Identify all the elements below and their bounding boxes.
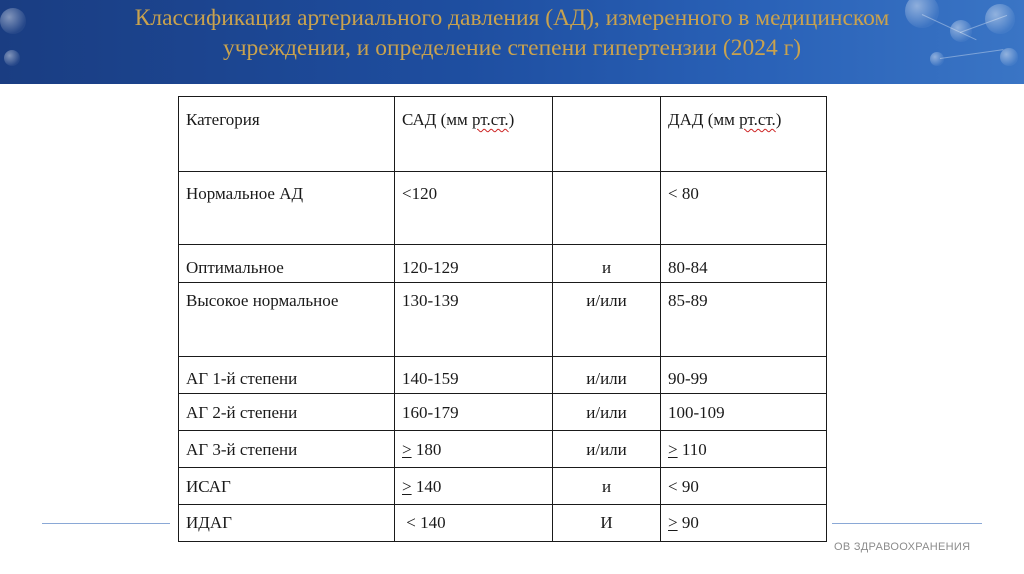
title-line-1: Классификация артериального давления (АД), измеренного в медицинском xyxy=(134,5,890,31)
row-joiner: и/или xyxy=(553,283,661,357)
row-joiner: и/или xyxy=(553,357,661,394)
row-dbp: 80-84 xyxy=(661,245,827,283)
row-sbp: <120 xyxy=(395,172,553,245)
table-row xyxy=(179,431,827,468)
table-header-row xyxy=(179,97,827,172)
row-joiner: И xyxy=(553,505,661,542)
greater-equal-sign: > xyxy=(668,513,678,532)
row-dbp: > 90 xyxy=(661,505,827,542)
header-category: Категория xyxy=(179,97,395,172)
row-sbp: 120-129 xyxy=(395,245,553,283)
table-row xyxy=(179,172,827,245)
bp-classification-table xyxy=(178,96,827,542)
row-category: ИСАГ xyxy=(179,468,395,505)
greater-equal-sign: > xyxy=(668,440,678,459)
decorative-bubble xyxy=(1000,48,1018,66)
footer-divider-right xyxy=(832,523,982,524)
slide-header xyxy=(0,0,1024,84)
table-row xyxy=(179,283,827,357)
row-joiner: и/или xyxy=(553,394,661,431)
row-category: ИДАГ xyxy=(179,505,395,542)
slide-title xyxy=(40,3,984,63)
row-joiner: и/или xyxy=(553,431,661,468)
row-sbp: > 140 xyxy=(395,468,553,505)
row-sbp: 140-159 xyxy=(395,357,553,394)
row-joiner xyxy=(553,172,661,245)
header-joiner xyxy=(553,97,661,172)
row-category: АГ 1-й степени xyxy=(179,357,395,394)
table-row xyxy=(179,357,827,394)
header-dbp: ДАД (мм рт.ст.) xyxy=(661,97,827,172)
row-category: Нормальное АД xyxy=(179,172,395,245)
greater-equal-sign: > xyxy=(402,440,412,459)
row-dbp: 90-99 xyxy=(661,357,827,394)
row-sbp: < 140 xyxy=(395,505,553,542)
row-dbp: < 80 xyxy=(661,172,827,245)
row-dbp: 85-89 xyxy=(661,283,827,357)
row-dbp: > 110 xyxy=(661,431,827,468)
row-category: АГ 3-й степени xyxy=(179,431,395,468)
unit-label: рт.ст. xyxy=(739,110,776,129)
row-category: Оптимальное xyxy=(179,245,395,283)
footer-text: ОВ ЗДРАВООХРАНЕНИЯ xyxy=(834,541,971,553)
table-row xyxy=(179,468,827,505)
footer-divider-left xyxy=(42,523,170,524)
row-category: Высокое нормальное xyxy=(179,283,395,357)
decorative-bubble xyxy=(985,4,1015,34)
row-dbp: < 90 xyxy=(661,468,827,505)
table-row xyxy=(179,394,827,431)
row-sbp: 160-179 xyxy=(395,394,553,431)
decorative-bubble xyxy=(4,50,20,66)
row-joiner: и xyxy=(553,245,661,283)
greater-equal-sign: > xyxy=(402,477,412,496)
row-sbp: 130-139 xyxy=(395,283,553,357)
unit-label: рт.ст. xyxy=(472,110,509,129)
header-sbp: САД (мм рт.ст.) xyxy=(395,97,553,172)
title-line-2: учреждении, и определение степени гипертензии (2024 г) xyxy=(222,35,802,61)
row-joiner: и xyxy=(553,468,661,505)
row-dbp: 100-109 xyxy=(661,394,827,431)
row-sbp: > 180 xyxy=(395,431,553,468)
decorative-bubble xyxy=(0,8,26,34)
row-category: АГ 2-й степени xyxy=(179,394,395,431)
table-row xyxy=(179,245,827,283)
table-row xyxy=(179,505,827,542)
